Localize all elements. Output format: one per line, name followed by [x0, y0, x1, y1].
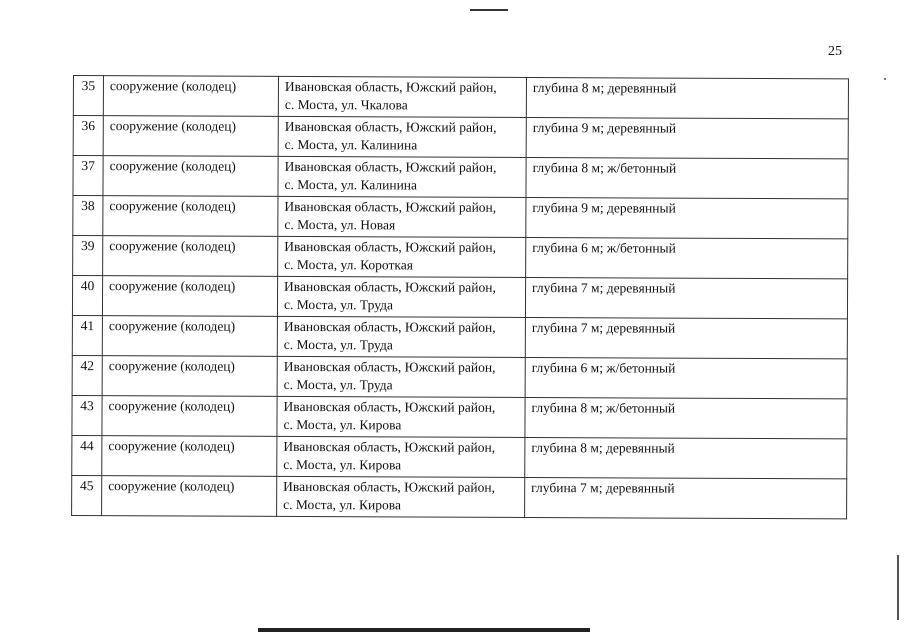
object-name: сооружение (колодец) [102, 396, 277, 437]
row-number: 42 [72, 355, 102, 395]
table-row [72, 276, 847, 319]
address-line-2: с. Моста, ул. Труда [283, 336, 393, 353]
object-name: сооружение (колодец) [102, 356, 277, 397]
table-row [72, 435, 847, 478]
row-number: 40 [72, 276, 102, 316]
address-line-1: Ивановская область, Южский район, [283, 478, 496, 495]
object-name: сооружение (колодец) [103, 76, 278, 117]
row-number: 38 [73, 196, 103, 236]
top-scan-line [470, 9, 508, 11]
address-line-2: с. Моста, ул. Кирова [283, 456, 402, 473]
address-line-2: с. Моста, ул. Труда [283, 296, 394, 313]
object-description: глубина 7 м; деревянный [525, 317, 847, 358]
table-row [72, 395, 847, 438]
address-line-1: Ивановская область, Южский район, [284, 78, 497, 95]
object-address [277, 476, 525, 517]
object-name: сооружение (колодец) [103, 196, 278, 237]
row-number: 45 [72, 475, 102, 515]
address-line-1: Ивановская область, Южский район, [284, 118, 497, 135]
object-description: глубина 9 м; деревянный [526, 197, 848, 238]
object-description: глубина 8 м; ж/бетонный [526, 157, 848, 198]
object-description: глубина 8 м; деревянный [526, 77, 848, 118]
address-line-1: Ивановская область, Южский район, [283, 358, 496, 375]
page-number: 25 [828, 44, 842, 59]
row-number: 36 [73, 116, 103, 156]
address-line-1: Ивановская область, Южский район, [283, 398, 496, 415]
object-name: сооружение (колодец) [102, 316, 277, 357]
object-address [277, 276, 525, 317]
object-name: сооружение (колодец) [103, 116, 278, 157]
address-line-1: Ивановская область, Южский район, [283, 438, 496, 455]
address-line-2: с. Моста, ул. Короткая [284, 256, 414, 273]
object-description: глубина 6 м; ж/бетонный [526, 237, 848, 278]
table-row [72, 355, 847, 398]
object-description: глубина 7 м; деревянный [525, 477, 847, 518]
address-line-2: с. Моста, ул. Калинина [284, 176, 418, 193]
address-line-1: Ивановская область, Южский район, [284, 158, 497, 175]
scan-dot [884, 78, 886, 80]
row-number: 43 [72, 395, 102, 435]
row-number: 41 [72, 315, 102, 355]
object-address [278, 116, 526, 157]
table-row [73, 196, 848, 239]
wells-table [71, 75, 849, 519]
object-address [278, 196, 526, 237]
table-row [73, 236, 848, 279]
object-description: глубина 8 м; деревянный [525, 437, 847, 478]
object-description: глубина 7 м; деревянный [525, 277, 847, 318]
address-line-1: Ивановская область, Южский район, [284, 238, 497, 255]
table-row [73, 76, 848, 119]
bottom-scan-line [258, 628, 590, 632]
object-name: сооружение (колодец) [103, 156, 278, 197]
address-line-2: с. Моста, ул. Чкалова [284, 96, 408, 113]
object-description: глубина 6 м; ж/бетонный [525, 357, 847, 398]
address-line-2: с. Моста, ул. Труда [283, 376, 393, 393]
table-row [73, 116, 848, 159]
table-row [72, 475, 847, 518]
address-line-1: Ивановская область, Южский район, [284, 198, 497, 215]
object-description: глубина 9 м; деревянный [526, 117, 848, 158]
table-row [72, 315, 847, 358]
object-address [278, 236, 526, 277]
row-number: 37 [73, 156, 103, 196]
row-number: 39 [73, 236, 103, 276]
address-line-2: с. Моста, ул. Новая [284, 216, 396, 233]
object-name: сооружение (колодец) [102, 436, 277, 477]
object-name: сооружение (колодец) [102, 276, 277, 317]
object-description: глубина 8 м; ж/бетонный [525, 397, 847, 438]
object-address [277, 316, 525, 357]
address-line-2: с. Моста, ул. Кирова [283, 416, 402, 433]
object-address [277, 356, 525, 397]
address-line-2: с. Моста, ул. Калинина [284, 136, 418, 153]
object-address [277, 436, 525, 477]
object-name: сооружение (колодец) [103, 236, 278, 277]
scan-edge-mark [897, 555, 899, 620]
object-name: сооружение (колодец) [102, 476, 277, 517]
row-number: 35 [73, 76, 103, 116]
address-line-1: Ивановская область, Южский район, [283, 318, 496, 335]
object-address [278, 76, 526, 117]
row-number: 44 [72, 435, 102, 475]
object-address [278, 156, 526, 197]
address-line-1: Ивановская область, Южский район, [284, 278, 496, 295]
object-address [277, 396, 525, 437]
table-row [73, 156, 848, 199]
address-line-2: с. Моста, ул. Кирова [283, 496, 402, 513]
